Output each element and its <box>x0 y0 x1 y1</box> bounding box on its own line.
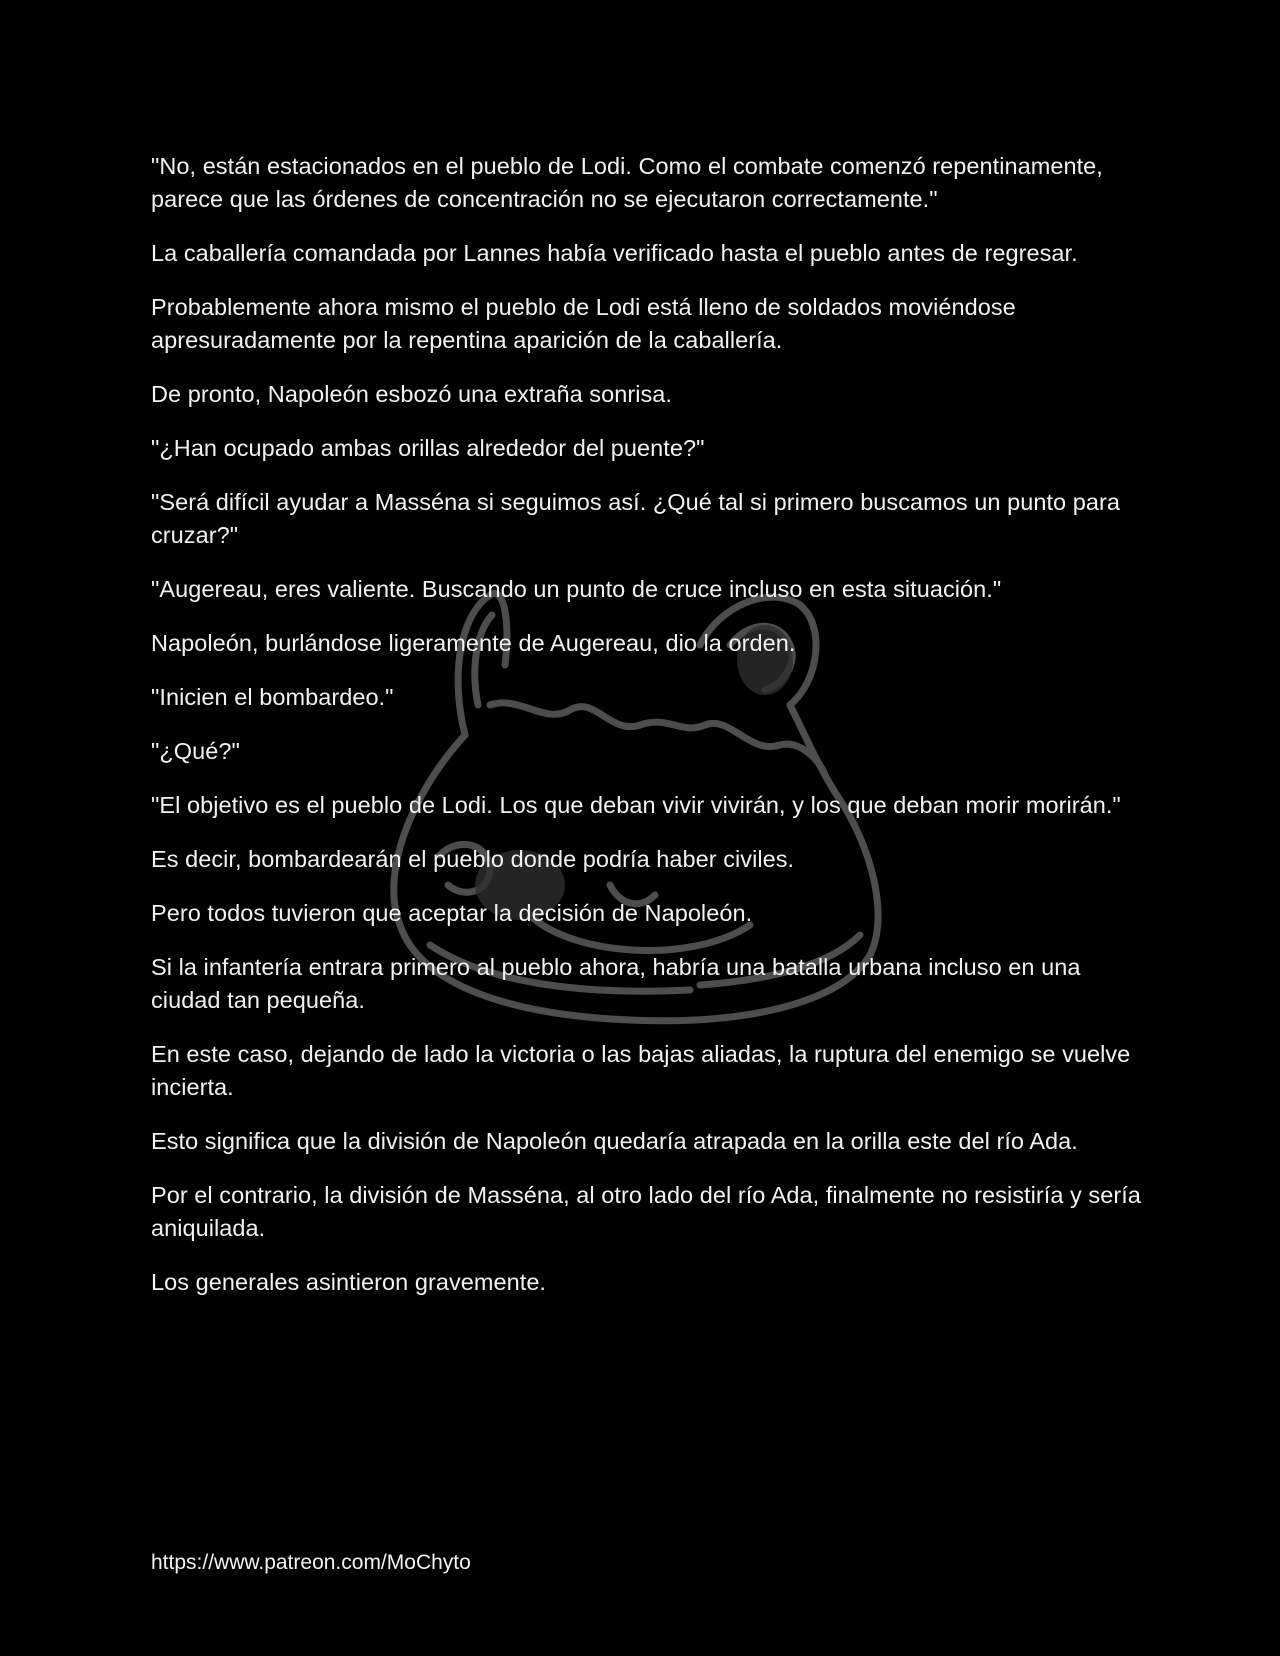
paragraph: "Augereau, eres valiente. Buscando un punto de cruce incluso en esta situación." <box>151 576 1002 602</box>
paragraph: Es decir, bombardearán el pueblo donde podría haber civiles. <box>151 846 795 872</box>
paragraph: "¿Qué?" <box>151 738 240 764</box>
patreon-link[interactable]: https://www.patreon.com/MoChyto <box>151 1551 471 1574</box>
paragraph: Pero todos tuvieron que aceptar la decisión de Napoleón. <box>151 900 753 926</box>
paragraph: Probablemente ahora mismo el pueblo de Lodi está lleno de soldados moviéndose apresuradamente por la repentina aparición de la caballería. <box>151 294 1016 353</box>
paragraph: En este caso, dejando de lado la victoria o las bajas aliadas, la ruptura del enemigo se vuelve incierta. <box>151 1041 1131 1100</box>
paragraph: "¿Han ocupado ambas orillas alrededor del puente?" <box>151 435 705 461</box>
paragraph: Los generales asintieron gravemente. <box>151 1269 547 1295</box>
paragraph: Si la infantería entrara primero al pueblo ahora, habría una batalla urbana incluso en una ciudad tan pequeña. <box>151 954 1081 1013</box>
paragraph: Napoleón, burlándose ligeramente de Augereau, dio la orden. <box>151 630 796 656</box>
document-body <box>151 150 1141 1320</box>
paragraph: "Será difícil ayudar a Masséna si seguimos así. ¿Qué tal si primero buscamos un punto para cruzar?" <box>151 489 1120 548</box>
paragraph: La caballería comandada por Lannes había verificado hasta el pueblo antes de regresar. <box>151 240 1078 266</box>
paragraph: Esto significa que la división de Napoleón quedaría atrapada en la orilla este del río Ada. <box>151 1128 1078 1154</box>
paragraph: "No, están estacionados en el pueblo de Lodi. Como el combate comenzó repentinamente, parece que las órdenes de concentración no se ejecutaron correctamente." <box>151 153 1103 212</box>
paragraph: "Inicien el bombardeo." <box>151 684 394 710</box>
paragraph: "El objetivo es el pueblo de Lodi. Los que deban vivir vivirán, y los que deban morir morirán." <box>151 792 1121 818</box>
paragraph: De pronto, Napoleón esbozó una extraña sonrisa. <box>151 381 672 407</box>
paragraph: Por el contrario, la división de Masséna, al otro lado del río Ada, finalmente no resistiría y sería aniquilada. <box>151 1182 1141 1241</box>
